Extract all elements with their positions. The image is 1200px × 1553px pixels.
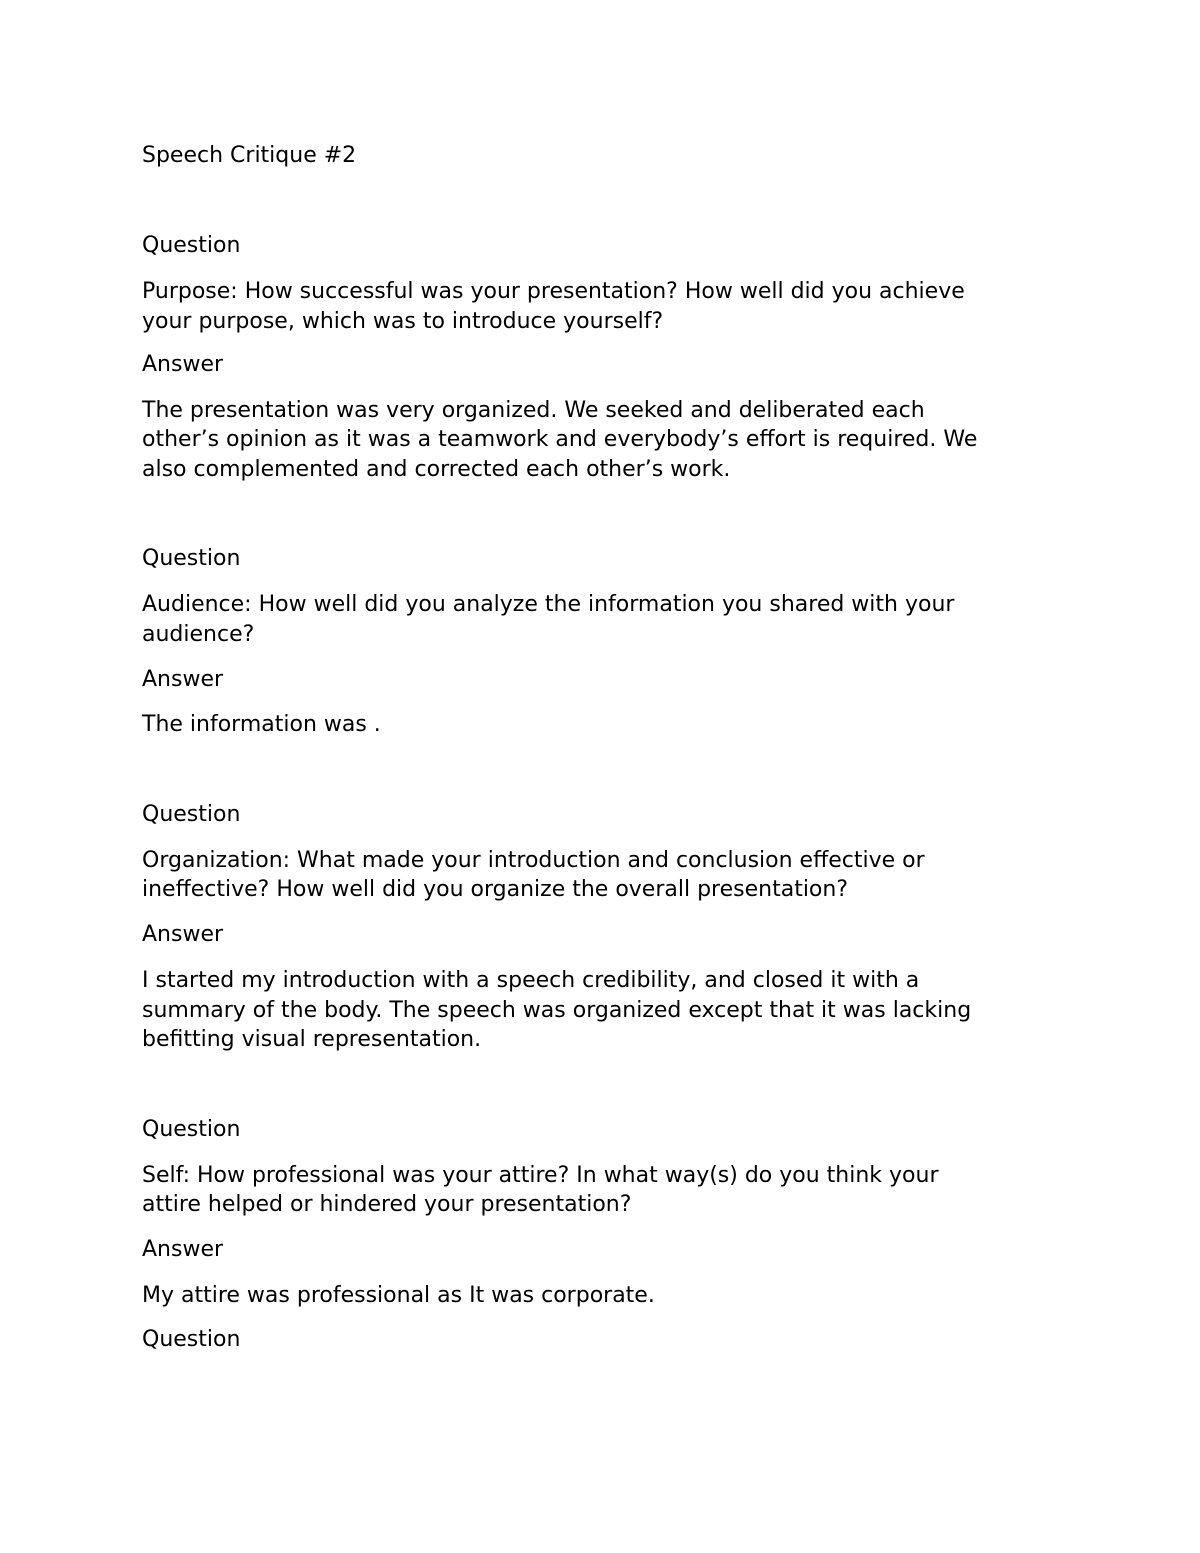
answer-label: Answer	[142, 922, 224, 947]
answer-text-line: The presentation was very organized. We seeked and deliberated each	[142, 398, 925, 423]
answer-label: Answer	[142, 1237, 224, 1262]
question-text-line: Organization: What made your introduction and conclusion effective or	[142, 848, 925, 873]
question-text-line: your purpose, which was to introduce yourself?	[142, 309, 664, 334]
answer-text-line: other’s opinion as it was a teamwork and everybody’s effort is required. We	[142, 427, 978, 452]
answer-label: Answer	[142, 667, 224, 692]
question-text-line: Audience: How well did you analyze the information you shared with your	[142, 592, 955, 617]
question-text-line: Self: How professional was your attire? In what way(s) do you think your	[142, 1163, 939, 1188]
document-title: Speech Critique #2	[142, 143, 357, 168]
answer-text-line: I started my introduction with a speech credibility, and closed it with a	[142, 968, 920, 993]
question-label: Question	[142, 802, 241, 827]
question-text-line: attire helped or hindered your presentation?	[142, 1192, 632, 1217]
question-label: Question	[142, 1327, 241, 1352]
answer-text-line: The information was .	[142, 712, 381, 737]
question-label: Question	[142, 546, 241, 571]
question-text-line: ineffective? How well did you organize the overall presentation?	[142, 877, 849, 902]
answer-text-line: My attire was professional as It was corporate.	[142, 1283, 655, 1308]
question-text-line: audience?	[142, 622, 255, 647]
answer-text-line: summary of the body. The speech was organized except that it was lacking	[142, 998, 972, 1023]
answer-label: Answer	[142, 352, 224, 377]
answer-text-line: befitting visual representation.	[142, 1027, 482, 1052]
question-text-line: Purpose: How successful was your presentation? How well did you achieve	[142, 279, 965, 304]
answer-text-line: also complemented and corrected each other’s work.	[142, 457, 731, 482]
question-label: Question	[142, 1117, 241, 1142]
question-label: Question	[142, 233, 241, 258]
